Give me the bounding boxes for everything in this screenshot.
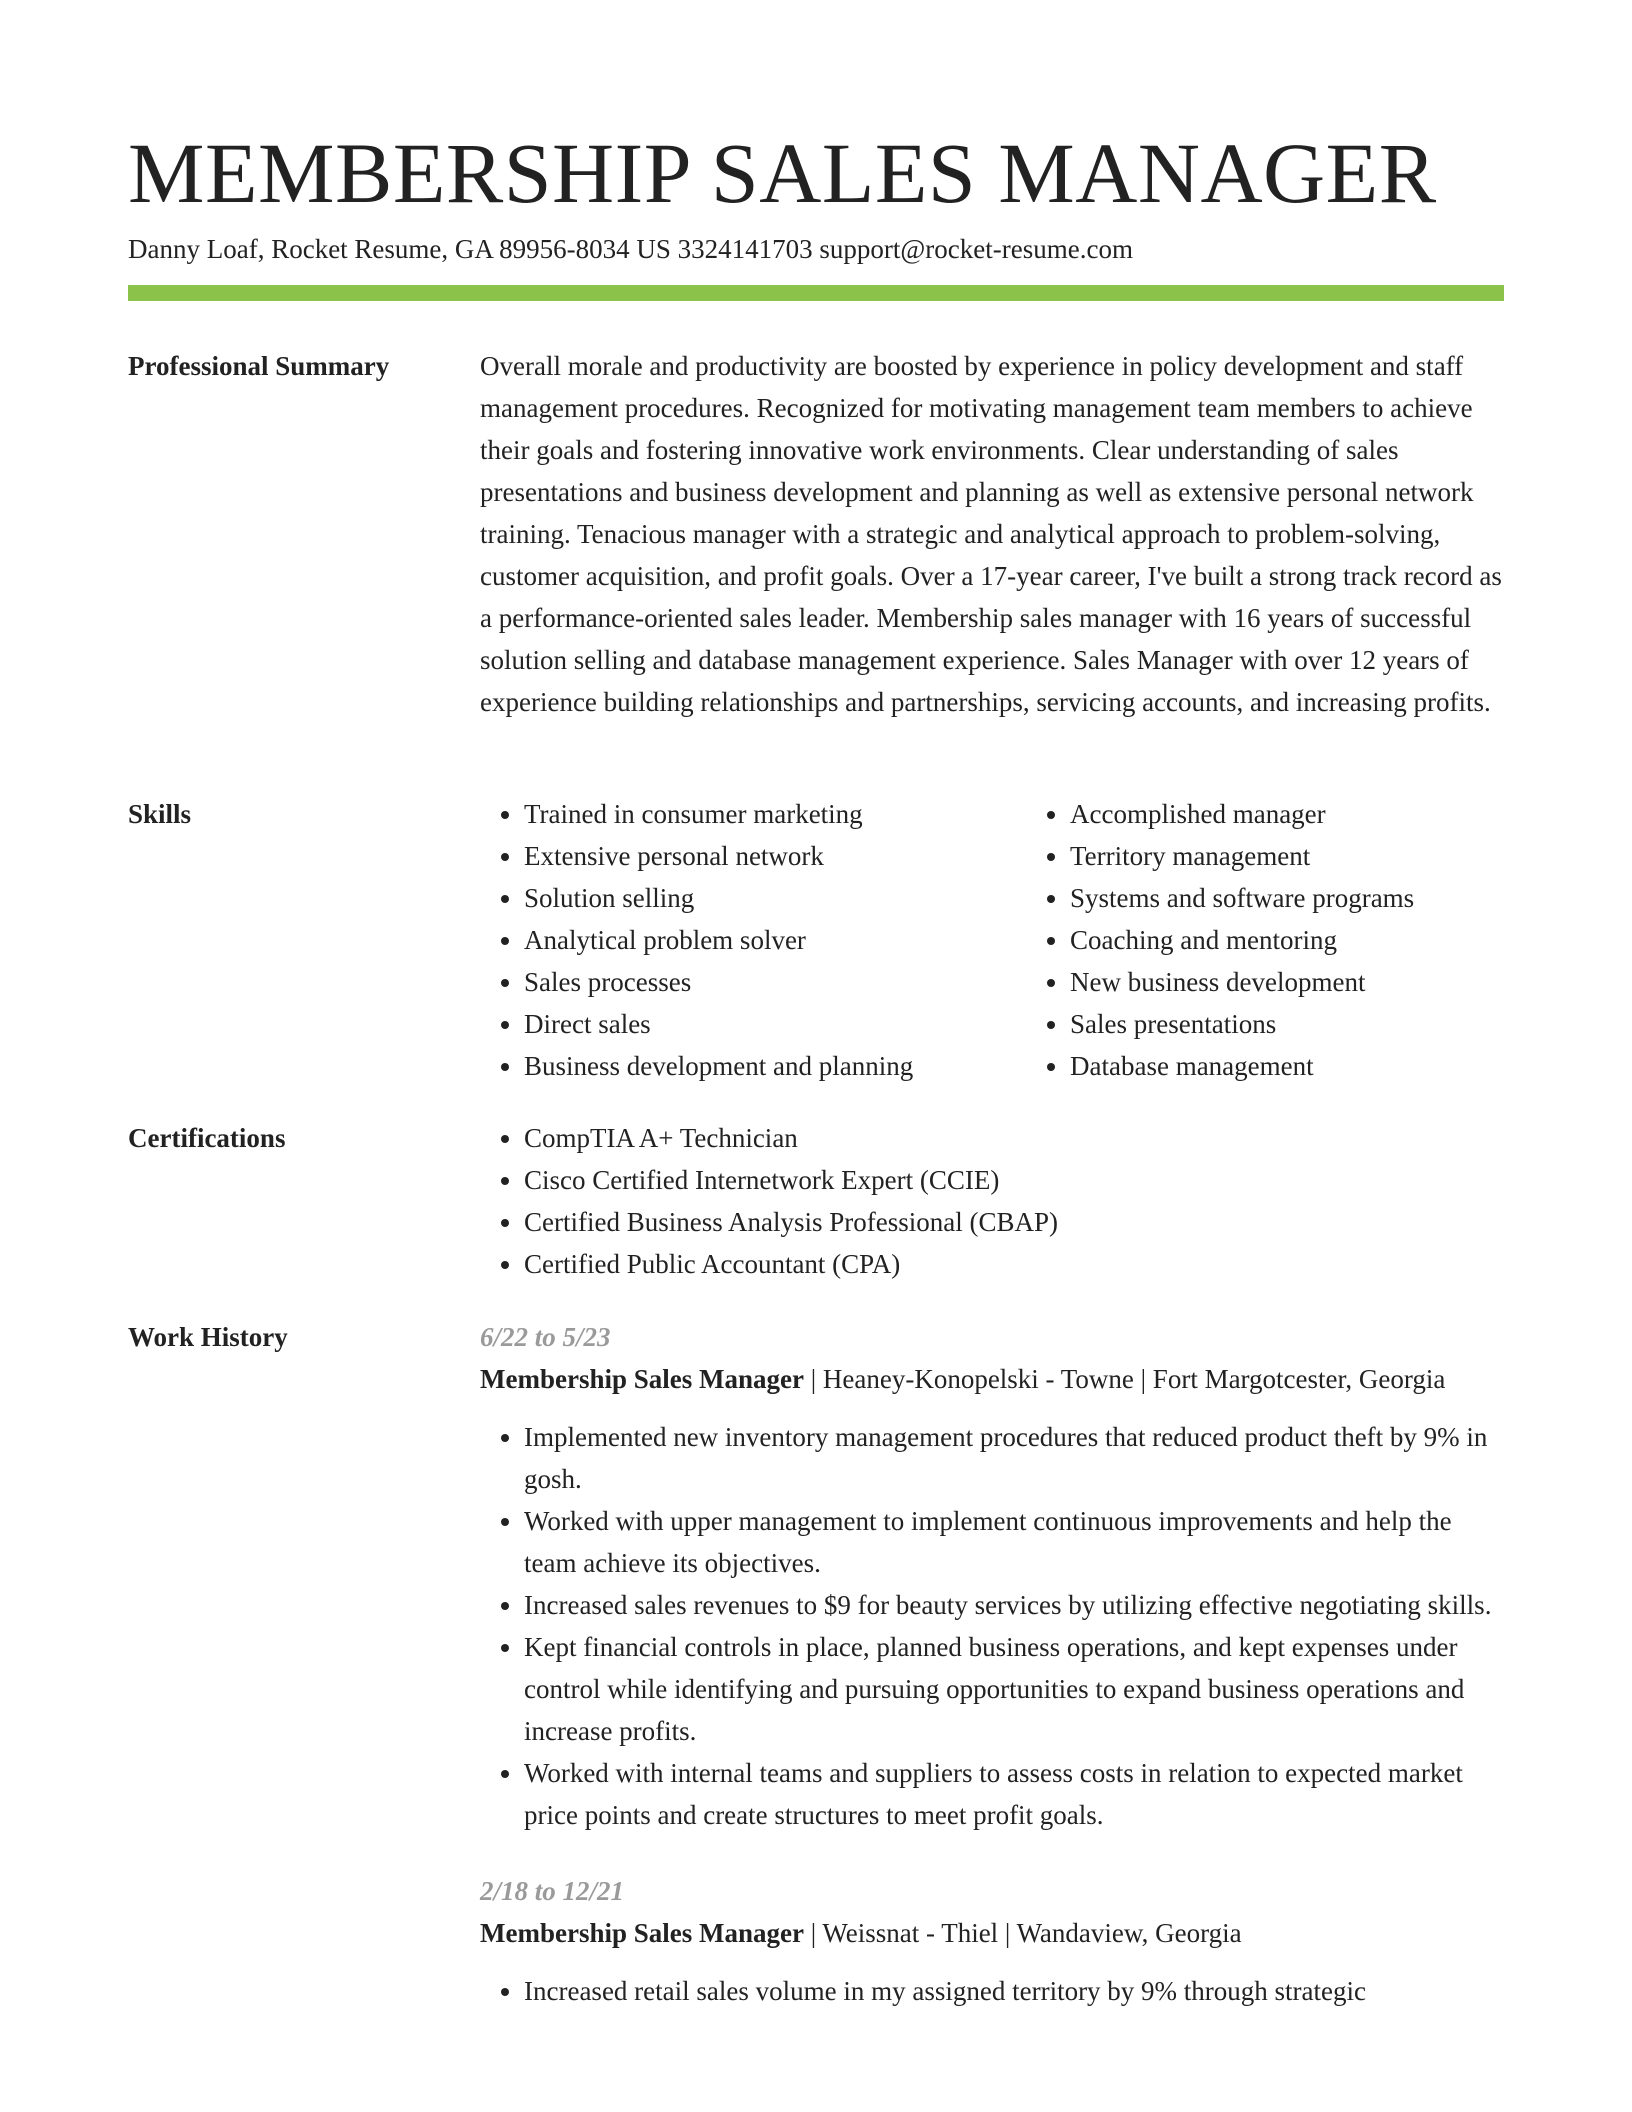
- certification-item: • CompTIA A+ Technician: [524, 1117, 1504, 1159]
- job-entry: [480, 1870, 1504, 2012]
- skill-item: • Direct sales: [524, 1003, 984, 1045]
- skill-item: • Territory management: [1070, 835, 1590, 877]
- job-heading: [480, 1358, 1504, 1400]
- job-bullet: • Worked with internal teams and suppliers to assess costs in relation to expected market price points and create structures to meet profit goals.: [524, 1752, 1504, 1836]
- job-heading: [480, 1912, 1504, 1954]
- skill-item: • Sales processes: [524, 961, 984, 1003]
- certifications-list: [480, 1117, 1504, 1285]
- job-bullet: • Increased retail sales volume in my assigned territory by 9% through strategic: [524, 1970, 1504, 2012]
- certification-item: • Certified Business Analysis Professional (CBAP): [524, 1201, 1504, 1243]
- job-details: | Heaney-Konopelski - Towne | Fort Margotcester, Georgia: [803, 1364, 1446, 1394]
- skill-item: • Business development and planning: [524, 1045, 984, 1087]
- job-details: | Weissnat - Thiel | Wandaview, Georgia: [803, 1918, 1242, 1948]
- work-history-label: Work History: [128, 1322, 288, 1352]
- skills-list-right: [1026, 793, 1590, 1087]
- job-dates: 6/22 to 5/23: [480, 1322, 611, 1352]
- job-role: Membership Sales Manager: [480, 1918, 804, 1948]
- job-bullets: [480, 1416, 1504, 1836]
- skill-item: • Coaching and mentoring: [1070, 919, 1590, 961]
- header-divider: [128, 285, 1504, 301]
- job-bullet: • Worked with upper management to implement continuous improvements and help the team achieve its objectives.: [524, 1500, 1504, 1584]
- summary-label: Professional Summary: [128, 351, 390, 381]
- skill-item: • Extensive personal network: [524, 835, 984, 877]
- job-bullets: [480, 1970, 1504, 2012]
- skill-item: • Sales presentations: [1070, 1003, 1590, 1045]
- skills-list-left: [480, 793, 984, 1087]
- certification-item: • Cisco Certified Internetwork Expert (CCIE): [524, 1159, 1504, 1201]
- job-bullet: • Increased sales revenues to $9 for beauty services by utilizing effective negotiating skills.: [524, 1584, 1504, 1626]
- certifications-label: Certifications: [128, 1123, 286, 1153]
- skill-item: • Accomplished manager: [1070, 793, 1590, 835]
- skill-item: • Analytical problem solver: [524, 919, 984, 961]
- skill-item: • Systems and software programs: [1070, 877, 1590, 919]
- job-dates: 2/18 to 12/21: [480, 1876, 625, 1906]
- job-role: Membership Sales Manager: [480, 1364, 804, 1394]
- skill-item: • Database management: [1070, 1045, 1590, 1087]
- certification-item: • Certified Public Accountant (CPA): [524, 1243, 1504, 1285]
- skill-item: • New business development: [1070, 961, 1590, 1003]
- job-bullet: • Kept financial controls in place, planned business operations, and kept expenses under control while identifying and pursuing opportunities to expand business operations and increase profits.: [524, 1626, 1504, 1752]
- page-title: MEMBERSHIP SALES MANAGER: [128, 125, 1437, 221]
- job-bullet: • Implemented new inventory management procedures that reduced product theft by 9% in gosh.: [524, 1416, 1504, 1500]
- job-entry: [480, 1316, 1504, 1836]
- skill-item: • Trained in consumer marketing: [524, 793, 984, 835]
- skill-item: • Solution selling: [524, 877, 984, 919]
- summary-text: Overall morale and productivity are boosted by experience in policy development and staff management procedures. Recognized for motivating management team members to achieve their goals and fostering innovative work environments. Clear understanding of sales presentations and business development and planning as well as extensive personal network training. Tenacious manager with a strategic and analytical approach to problem-solving, customer acquisition, and profit goals. Over a 17-year career, I've built a strong track record as a performance-oriented sales leader. Membership sales manager with 16 years of successful solution selling and database management experience. Sales Manager with over 12 years of experience building relationships and partnerships, servicing accounts, and increasing profits.: [480, 351, 1502, 717]
- contact-line: Danny Loaf, Rocket Resume, GA 89956-8034 US 3324141703 support@rocket-resume.com: [128, 234, 1133, 264]
- skills-label: Skills: [128, 799, 192, 829]
